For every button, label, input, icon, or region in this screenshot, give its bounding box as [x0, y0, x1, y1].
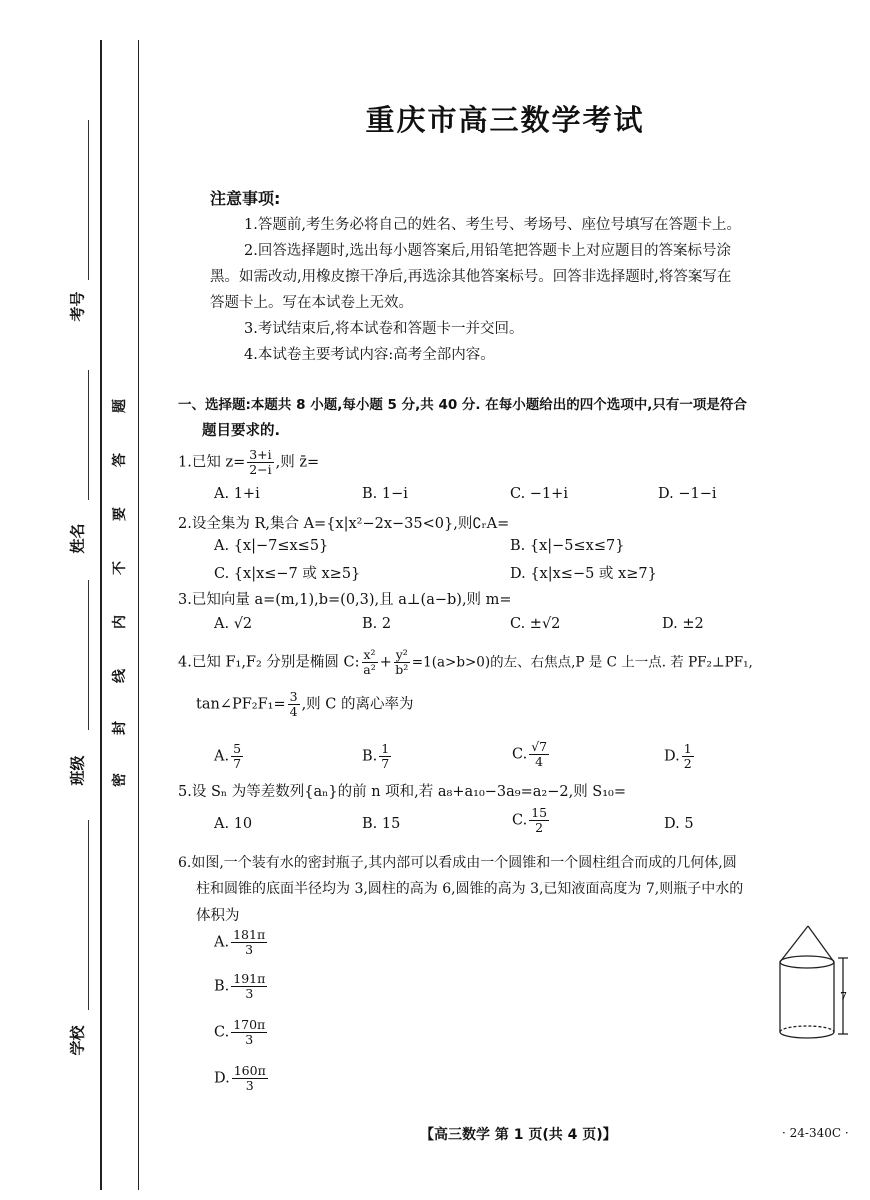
q1-pre: 1.已知 z= — [178, 454, 246, 471]
school-underline — [88, 820, 89, 1010]
q5-option-b[interactable]: B. 15 — [362, 816, 401, 832]
question-4 — [178, 648, 753, 677]
q6-c-frac — [231, 1018, 267, 1047]
page-footer: 【高三数学 第 1 页(共 4 页)】 — [420, 1127, 617, 1143]
q5-option-a[interactable]: A. 10 — [214, 816, 253, 832]
paper-code: · 24-340C · — [782, 1126, 849, 1140]
q4-c-frac — [529, 740, 549, 769]
q1-den: 2−i — [249, 462, 272, 477]
q1-fraction — [247, 448, 273, 477]
q1-num: 3+i — [249, 447, 272, 462]
q2-option-c[interactable]: C. {x|x≤−7 或 x≥5} — [214, 566, 361, 582]
q3-option-b[interactable]: B. 2 — [362, 616, 392, 632]
q4-frac-x — [362, 648, 378, 677]
q4-d-num: 1 — [683, 741, 692, 756]
q4-a-frac — [231, 742, 243, 771]
question-6-line-3: 体积为 — [196, 908, 240, 924]
name-label: 姓名 — [68, 523, 87, 554]
q4-option-c[interactable] — [512, 740, 551, 769]
q4-line2-post: ,则 C 的离心率为 — [301, 696, 414, 713]
q6-d-label: D. — [214, 1070, 230, 1087]
q6-option-d[interactable] — [214, 1064, 270, 1093]
q4-b-num: 1 — [381, 741, 390, 756]
notice-line-5: 3.考试结束后,将本试卷和答题卡一并交回。 — [244, 321, 524, 337]
q4-c-den: 4 — [535, 754, 544, 769]
q4-a-num: 5 — [233, 741, 242, 756]
q1-post: ,则 z̄= — [275, 454, 320, 471]
q4-f1num: x² — [363, 647, 376, 662]
q6-d-frac — [232, 1064, 268, 1093]
q4-d-den: 2 — [683, 756, 692, 771]
question-2: 2.设全集为 R,集合 A={x|x²−2x−35<0},则∁ᵣA= — [178, 516, 510, 532]
section-line-1: 一、选择题:本题共 8 小题,每小题 5 分,共 40 分. 在每小题给出的四个选项中,只有一项是符合 — [178, 397, 747, 413]
binding-line-inner — [138, 40, 139, 1190]
class-label: 班级 — [68, 755, 87, 786]
question-1 — [178, 448, 319, 477]
q6-c-num: 170π — [233, 1017, 266, 1032]
q3-option-d[interactable]: D. ±2 — [662, 616, 704, 632]
seal-char-2: 封 — [112, 721, 128, 735]
q5-option-d[interactable]: D. 5 — [664, 816, 694, 832]
q6-c-den: 3 — [245, 1032, 254, 1047]
exam-title: 重庆市高三数学考试 — [365, 103, 645, 137]
question-3: 3.已知向量 a=(m,1),b=(0,3),且 a⊥(a−b),则 m= — [178, 592, 512, 608]
question-6-line-1: 6.如图,一个装有水的密封瓶子,其内部可以看成由一个圆锥和一个圆柱组合而成的几何体,圆 — [178, 855, 737, 871]
binding-line-outer — [100, 40, 102, 1190]
bottle-outline — [780, 926, 848, 1038]
q2-option-d[interactable]: D. {x|x≤−5 或 x≥7} — [510, 566, 657, 582]
q4-c-label: C. — [512, 746, 528, 763]
q4-d-frac — [682, 742, 694, 771]
q1-option-c[interactable]: C. −1+i — [510, 486, 568, 502]
q6-d-den: 3 — [245, 1078, 254, 1093]
q4-b-den: 7 — [381, 756, 390, 771]
q4-c-num: √7 — [531, 739, 548, 754]
q4-line2-frac — [288, 690, 300, 719]
exam-no-underline — [88, 120, 89, 280]
seal-char-6: 要 — [112, 507, 128, 521]
notice-line-3: 黑。如需改动,用橡皮擦干净后,再选涂其他答案标号。回答非选择题时,将答案写在 — [210, 269, 732, 285]
section-line-2: 题目要求的. — [202, 423, 281, 439]
seal-char-1: 密 — [112, 773, 128, 787]
q4-pre: 4.已知 F₁,F₂ 分别是椭圆 C: — [178, 654, 360, 671]
seal-char-8: 题 — [112, 399, 128, 413]
figure-height-label: 7 — [840, 990, 847, 1003]
notice-heading: 注意事项: — [210, 189, 281, 208]
seal-char-5: 不 — [112, 561, 128, 575]
school-label: 学校 — [68, 1025, 87, 1056]
q6-b-den: 3 — [245, 986, 254, 1001]
name-underline — [88, 370, 89, 500]
q4-option-b[interactable] — [362, 742, 393, 771]
q6-a-num: 181π — [233, 927, 266, 942]
q4-b-label: B. — [362, 748, 378, 765]
notice-line-1: 1.答题前,考生务必将自己的姓名、考生号、考场号、座位号填写在答题卡上。 — [244, 217, 741, 233]
seal-char-7: 答 — [112, 453, 128, 467]
q4-a-den: 7 — [233, 756, 242, 771]
q6-option-b[interactable] — [214, 972, 269, 1001]
q5-c-num: 15 — [531, 805, 548, 820]
q4-line2-den: 4 — [289, 704, 298, 719]
q4-f2den: b² — [395, 662, 409, 677]
q4-f2num: y² — [395, 647, 408, 662]
class-underline — [88, 580, 89, 730]
q5-c-den: 2 — [535, 820, 544, 835]
q6-a-den: 3 — [245, 942, 254, 957]
question-4-line-2 — [196, 690, 414, 719]
q5-option-c[interactable] — [512, 806, 551, 835]
q4-line2-num: 3 — [289, 689, 298, 704]
q3-option-a[interactable]: A. √2 — [214, 616, 253, 632]
q6-d-num: 160π — [233, 1063, 266, 1078]
q6-b-label: B. — [214, 978, 230, 995]
question-5: 5.设 Sₙ 为等差数列{aₙ}的前 n 项和,若 a₈+a₁₀−3a₉=a₂−2,则 S₁₀= — [178, 784, 627, 800]
q2-option-b[interactable]: B. {x|−5≤x≤7} — [510, 538, 625, 554]
notice-line-6: 4.本试卷主要考试内容:高考全部内容。 — [244, 347, 495, 363]
section-heading — [178, 392, 838, 444]
q4-option-a[interactable] — [214, 742, 245, 771]
q4-option-d[interactable] — [664, 742, 696, 771]
q6-b-frac — [231, 972, 267, 1001]
notice-line-4: 答题卡上。写在本试卷上无效。 — [210, 295, 413, 311]
notice-line-2: 2.回答选择题时,选出每小题答案后,用铅笔把答题卡上对应题目的答案标号涂 — [244, 243, 732, 259]
q6-a-label: A. — [214, 934, 230, 951]
q4-post: =1(a>b>0)的左、右焦点,P 是 C 上一点. 若 PF₂⊥PF₁, — [411, 654, 753, 671]
exam-no-label: 考号 — [68, 291, 87, 322]
q5-c-frac — [529, 806, 549, 835]
seal-char-4: 内 — [112, 615, 128, 629]
q6-b-num: 191π — [233, 971, 266, 986]
q4-line2-pre: tan∠PF₂F₁= — [196, 696, 286, 713]
q4-d-label: D. — [664, 748, 680, 765]
bottle-figure — [770, 922, 850, 1052]
q4-f1den: a² — [363, 662, 376, 677]
q4-frac-y — [394, 648, 410, 677]
q6-option-a[interactable] — [214, 928, 269, 957]
q4-b-frac — [379, 742, 391, 771]
seal-char-3: 线 — [112, 669, 128, 683]
q4-a-label: A. — [214, 748, 230, 765]
q6-option-c[interactable] — [214, 1018, 269, 1047]
q6-a-frac — [231, 928, 267, 957]
q1-option-b[interactable]: B. 1−i — [362, 486, 408, 502]
q5-c-label: C. — [512, 812, 528, 829]
q4-plus: + — [379, 654, 392, 671]
q3-option-c[interactable]: C. ±√2 — [510, 616, 561, 632]
q6-c-label: C. — [214, 1024, 230, 1041]
q2-option-a[interactable]: A. {x|−7≤x≤5} — [214, 538, 329, 554]
binding-margin — [0, 0, 150, 1200]
q1-option-d[interactable]: D. −1−i — [658, 486, 717, 502]
question-6-line-2: 柱和圆锥的底面半径均为 3,圆柱的高为 6,圆锥的高为 3,已知液面高度为 7,则瓶子中水的 — [196, 881, 744, 897]
q1-option-a[interactable]: A. 1+i — [214, 486, 260, 502]
